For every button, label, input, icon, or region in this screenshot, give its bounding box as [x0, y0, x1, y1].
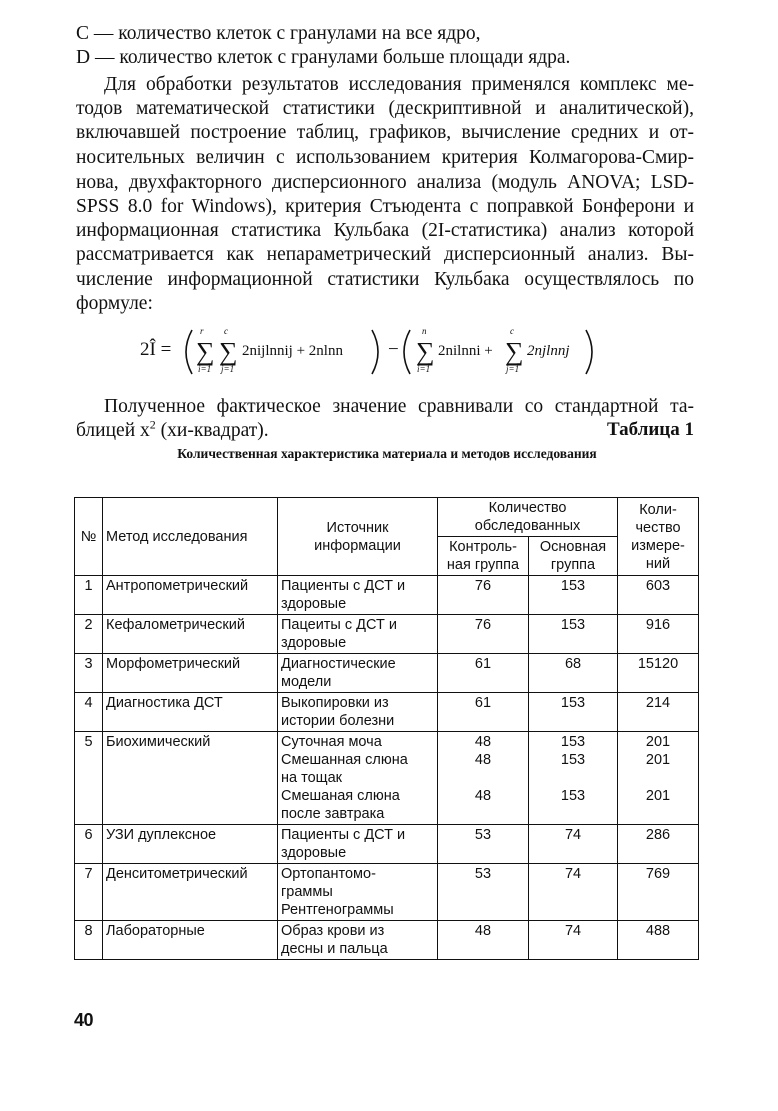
source-cell: [278, 693, 438, 732]
row-num-cell: 2: [75, 615, 103, 654]
source-cell-line: Диагностические: [281, 656, 396, 672]
measure-cell-line: [621, 769, 695, 787]
measure-cell-line: 488: [645, 923, 671, 939]
sum-sign-4: ∑: [505, 337, 524, 366]
sum-upper-n: n: [422, 326, 427, 336]
main-cell: [529, 654, 618, 693]
header-source: [278, 498, 438, 576]
formula-minus: −: [388, 339, 399, 360]
control-cell-line: 76: [474, 617, 492, 633]
text-line-14-end: (хи-квадрат).: [155, 420, 269, 441]
method-cell: Биохимический: [103, 732, 278, 825]
source-cell-line: Суточная моча: [281, 734, 382, 750]
control-cell-line: [441, 769, 525, 787]
header-source-line: Источник: [326, 519, 389, 536]
control-cell-line: 61: [474, 695, 492, 711]
row-num-cell: 8: [75, 921, 103, 960]
source-cell-line: Образ крови из: [281, 923, 385, 939]
main-cell-line: 74: [564, 866, 582, 882]
text-line-7: нова, двухфакторного дисперсионного анализа (модуль ANOVA; LSD-: [76, 172, 694, 193]
formula-paren-open-2: [404, 330, 410, 374]
header-main-line: группа: [550, 557, 596, 573]
sum-lower-j-2: j=1: [506, 364, 520, 374]
measure-cell-line: 603: [645, 578, 671, 594]
measure-cell-line: [621, 805, 695, 823]
source-cell: [278, 864, 438, 921]
text-line-13: Полученное фактическое значение сравнивали со стандартной та-: [104, 396, 694, 417]
table-caption: Количественная характеристика материала и методов исследования: [177, 446, 597, 461]
text-line-2: D — количество клеток с гранулами больше площади ядра.: [76, 47, 571, 68]
row-num-cell: 3: [75, 654, 103, 693]
text-line-8: SPSS 8.0 for Windows), критерия Стъюдента с поправкой Бонферони и: [76, 196, 694, 217]
sum-lower-i-2: i=1: [417, 364, 431, 374]
main-cell-line: 74: [564, 923, 582, 939]
header-count-line: обследованных: [474, 518, 581, 534]
method-cell: Лабораторные: [103, 921, 278, 960]
main-cell: [529, 732, 618, 825]
header-measure-line: чество: [635, 519, 681, 536]
sum-upper-c-1: c: [224, 326, 228, 336]
control-cell-line: [441, 805, 525, 823]
measure-cell-line: 214: [645, 695, 671, 711]
control-cell: [438, 825, 529, 864]
table-body: [75, 576, 699, 960]
method-cell: УЗИ дуплексное: [103, 825, 278, 864]
measure-cell-line: 201: [645, 734, 671, 750]
control-cell: [438, 576, 529, 615]
source-cell: [278, 654, 438, 693]
row-num-cell: 7: [75, 864, 103, 921]
formula-term-2a: 2nilnni +: [438, 343, 493, 359]
source-cell-line: истории болезни: [281, 713, 395, 729]
table-label: Таблица 1: [606, 419, 694, 440]
source-cell-line: здоровые: [281, 596, 347, 612]
source-cell-line: граммы: [281, 884, 333, 900]
text-line-1: C — количество клеток с гранулами на все ядро,: [76, 23, 481, 44]
table-row: [75, 576, 699, 615]
table-row: [75, 732, 699, 825]
source-cell: [278, 615, 438, 654]
text-line-3: Для обработки результатов исследования применялся комплекс ме-: [104, 74, 694, 95]
text-line-12: формуле:: [76, 293, 153, 314]
measure-cell-line: 15120: [637, 656, 679, 672]
main-cell: [529, 615, 618, 654]
table-header-row-1: [75, 498, 699, 537]
measure-cell-line: 201: [645, 752, 671, 768]
source-cell-line: здоровые: [281, 845, 347, 861]
main-cell-line: 153: [560, 617, 586, 633]
formula-lhs: 2Î =: [140, 339, 172, 360]
text-line-6: носительных величин с использованием критерия Колмагорова-Смир-: [76, 147, 694, 168]
superscript-2: 2: [149, 417, 156, 432]
sum-upper-r: r: [200, 326, 204, 336]
source-cell: [278, 576, 438, 615]
control-cell-line: 48: [474, 752, 492, 768]
main-cell: [529, 864, 618, 921]
measure-cell-line: 201: [645, 788, 671, 804]
measure-cell: [618, 921, 699, 960]
source-cell-line: после завтрака: [281, 806, 385, 822]
text-line-14-start: блицей x: [76, 420, 150, 441]
sum-upper-c-2: c: [510, 326, 514, 336]
main-cell-line: 153: [560, 788, 586, 804]
main-cell-line: 74: [564, 827, 582, 843]
formula-term-1: 2nijlnnij + 2nlnn: [242, 343, 343, 359]
main-cell-line: 153: [560, 695, 586, 711]
text-line-5: включавшей построение таблиц, графиков, вычисление средних и от-: [76, 122, 694, 143]
control-cell-line: 53: [474, 866, 492, 882]
row-num-cell: 5: [75, 732, 103, 825]
main-cell: [529, 921, 618, 960]
measure-cell: [618, 576, 699, 615]
sum-sign-1: ∑: [196, 337, 215, 366]
measure-cell: [618, 825, 699, 864]
method-cell: Морфометрический: [103, 654, 278, 693]
method-cell: Антропометрический: [103, 576, 278, 615]
kullback-formula: [140, 324, 600, 380]
table-row: [75, 921, 699, 960]
source-cell: [278, 921, 438, 960]
source-cell-line: Пацеиты с ДСТ и: [281, 617, 397, 633]
measure-cell: [618, 654, 699, 693]
table-row: [75, 693, 699, 732]
sum-sign-3: ∑: [416, 337, 435, 366]
measure-cell-line: 916: [645, 617, 671, 633]
source-cell-line: Ортопантомо-: [281, 866, 376, 882]
method-cell: Денситометрический: [103, 864, 278, 921]
text-line-14: [76, 419, 694, 443]
header-control: [438, 537, 529, 576]
method-cell: Кефалометрический: [103, 615, 278, 654]
row-num-cell: 4: [75, 693, 103, 732]
control-cell: [438, 693, 529, 732]
source-cell-line: Пациенты с ДСТ и: [281, 827, 406, 843]
control-cell: [438, 615, 529, 654]
row-num-cell: 1: [75, 576, 103, 615]
source-cell: [278, 732, 438, 825]
header-count-line: Количество: [488, 500, 567, 516]
measure-cell-line: 769: [645, 866, 671, 882]
control-cell-line: 76: [474, 578, 492, 594]
header-measure-line: ний: [645, 555, 671, 572]
source-cell-line: Выкопировки из: [281, 695, 389, 711]
source-cell-line: Рентгенограммы: [281, 902, 394, 918]
source-cell-line: модели: [281, 674, 332, 690]
main-cell-line: 153: [560, 734, 586, 750]
main-cell: [529, 693, 618, 732]
header-source-line: информации: [314, 537, 401, 554]
formula-paren-close-1: [372, 330, 378, 374]
measure-cell: [618, 864, 699, 921]
text-line-4: тодов математической статистики (дескриптивной и аналитической),: [76, 98, 694, 119]
control-cell: [438, 654, 529, 693]
header-measure: [618, 498, 699, 576]
header-count-group: [438, 498, 618, 537]
text-line-9: информационная статистика Кульбака (2I-статистика) анализ которой: [76, 220, 694, 241]
main-cell-line: 153: [560, 578, 586, 594]
header-method: Метод исследования: [103, 498, 278, 576]
header-control-line: Контроль-: [449, 539, 517, 555]
formula-paren-open-1: [186, 330, 192, 374]
source-cell-line: Пациенты с ДСТ и: [281, 578, 406, 594]
source-cell-line: здоровые: [281, 635, 347, 651]
text-line-11: числение информационной статистики Кульбака осуществлялось по: [76, 269, 694, 290]
measure-cell: [618, 615, 699, 654]
header-measure-line: измере-: [631, 537, 685, 554]
table-row: [75, 864, 699, 921]
header-main-line: Основная: [539, 539, 607, 555]
table-row: [75, 825, 699, 864]
main-cell-line: [532, 769, 614, 787]
method-cell: Диагностика ДСТ: [103, 693, 278, 732]
control-cell: [438, 921, 529, 960]
header-main: [529, 537, 618, 576]
table-row: [75, 615, 699, 654]
header-measure-line: Коли-: [639, 501, 677, 518]
text-line-10: рассматривается как непараметрический дисперсионный анализ. Вы-: [76, 244, 694, 265]
main-cell: [529, 825, 618, 864]
control-cell-line: 48: [474, 788, 492, 804]
main-cell-line: [532, 805, 614, 823]
sum-lower-i-1: i=1: [198, 364, 212, 374]
control-cell: [438, 732, 529, 825]
control-cell-line: 61: [474, 656, 492, 672]
sum-sign-2: ∑: [219, 337, 238, 366]
sum-lower-j-1: j=1: [221, 364, 235, 374]
methods-table: [74, 497, 699, 960]
source-cell-line: Смешаная слюна: [281, 788, 400, 804]
source-cell-line: на тощак: [281, 770, 342, 786]
measure-cell-line: 286: [645, 827, 671, 843]
header-num: №: [75, 498, 103, 576]
table-row: [75, 654, 699, 693]
header-control-line: ная группа: [446, 557, 520, 573]
formula-paren-close-2: [586, 330, 592, 374]
main-cell-line: 68: [564, 656, 582, 672]
control-cell: [438, 864, 529, 921]
formula-term-2b: 2njlnnj: [527, 343, 570, 359]
measure-cell: [618, 693, 699, 732]
measure-cell: [618, 732, 699, 825]
main-cell-line: 153: [560, 752, 586, 768]
page-number: 40: [74, 1010, 94, 1030]
row-num-cell: 6: [75, 825, 103, 864]
main-cell: [529, 576, 618, 615]
source-cell-line: десны и пальца: [281, 941, 388, 957]
source-cell: [278, 825, 438, 864]
control-cell-line: 48: [474, 734, 492, 750]
source-cell-line: Смешанная слюна: [281, 752, 408, 768]
control-cell-line: 48: [474, 923, 492, 939]
control-cell-line: 53: [474, 827, 492, 843]
